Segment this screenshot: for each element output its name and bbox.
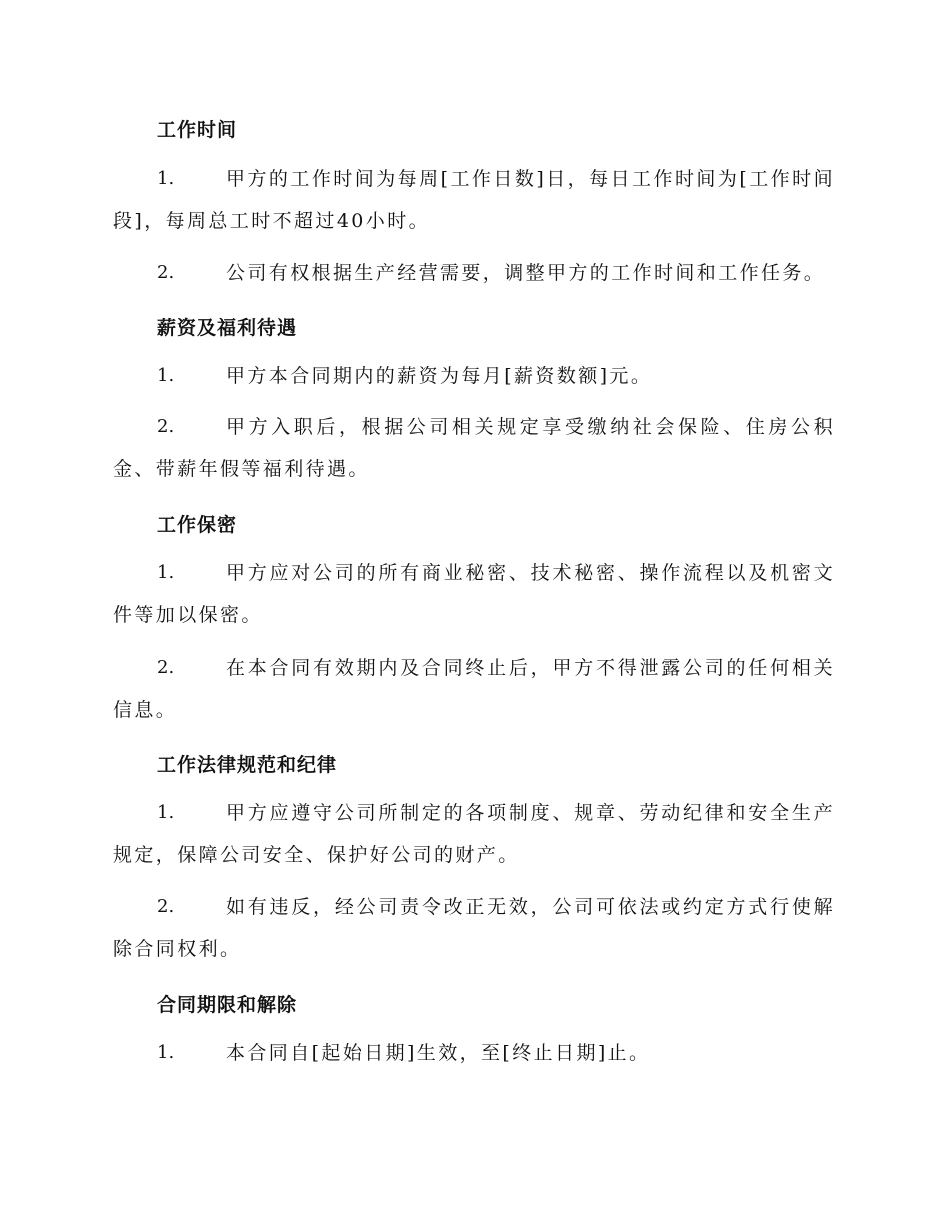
section-heading-term-termination: 合同期限和解除 xyxy=(157,994,298,1016)
list-item xyxy=(113,647,835,731)
item-number: 2. xyxy=(157,896,175,917)
item-text: 甲方入职后，根据公司相关规定享受缴纳社会保险、住房公积金、带薪年假等福利待遇。 xyxy=(113,416,835,480)
item-text: 甲方应遵守公司所制定的各项制度、规章、劳动纪律和安全生产规定，保障公司安全、保护好公司的财产。 xyxy=(113,802,835,866)
item-number: 2. xyxy=(157,262,175,283)
item-number: 1. xyxy=(157,562,175,583)
list-item xyxy=(113,1032,835,1074)
item-text: 甲方的工作时间为每周[工作日数]日，每日工作时间为[工作时间段]，每周总工时不超过40小时。 xyxy=(113,168,835,232)
item-number: 1. xyxy=(157,168,175,189)
section-heading-work-hours: 工作时间 xyxy=(157,119,238,141)
list-item xyxy=(113,406,835,490)
item-text: 公司有权根据生产经营需要，调整甲方的工作时间和工作任务。 xyxy=(226,262,826,284)
item-number: 1. xyxy=(157,1042,175,1063)
list-item xyxy=(113,552,835,636)
list-item xyxy=(113,886,835,970)
item-number: 2. xyxy=(157,416,175,437)
item-number: 1. xyxy=(157,365,175,386)
item-number: 1. xyxy=(157,802,175,823)
section-heading-salary-benefits: 薪资及福利待遇 xyxy=(157,317,298,339)
list-item xyxy=(113,792,835,876)
item-text: 如有违反，经公司责令改正无效，公司可依法或约定方式行使解除合同权利。 xyxy=(113,896,835,960)
item-text: 甲方本合同期内的薪资为每月[薪资数额]元。 xyxy=(226,365,653,387)
item-number: 2. xyxy=(157,657,175,678)
item-text: 在本合同有效期内及合同终止后，甲方不得泄露公司的任何相关信息。 xyxy=(113,657,835,721)
section-heading-confidentiality: 工作保密 xyxy=(157,514,238,536)
list-item xyxy=(113,158,835,242)
list-item xyxy=(113,252,835,294)
section-heading-law-discipline: 工作法律规范和纪律 xyxy=(157,754,338,776)
item-text: 甲方应对公司的所有商业秘密、技术秘密、操作流程以及机密文件等加以保密。 xyxy=(113,562,835,626)
item-text: 本合同自[起始日期]生效，至[终止日期]止。 xyxy=(226,1042,651,1064)
list-item xyxy=(113,355,835,397)
